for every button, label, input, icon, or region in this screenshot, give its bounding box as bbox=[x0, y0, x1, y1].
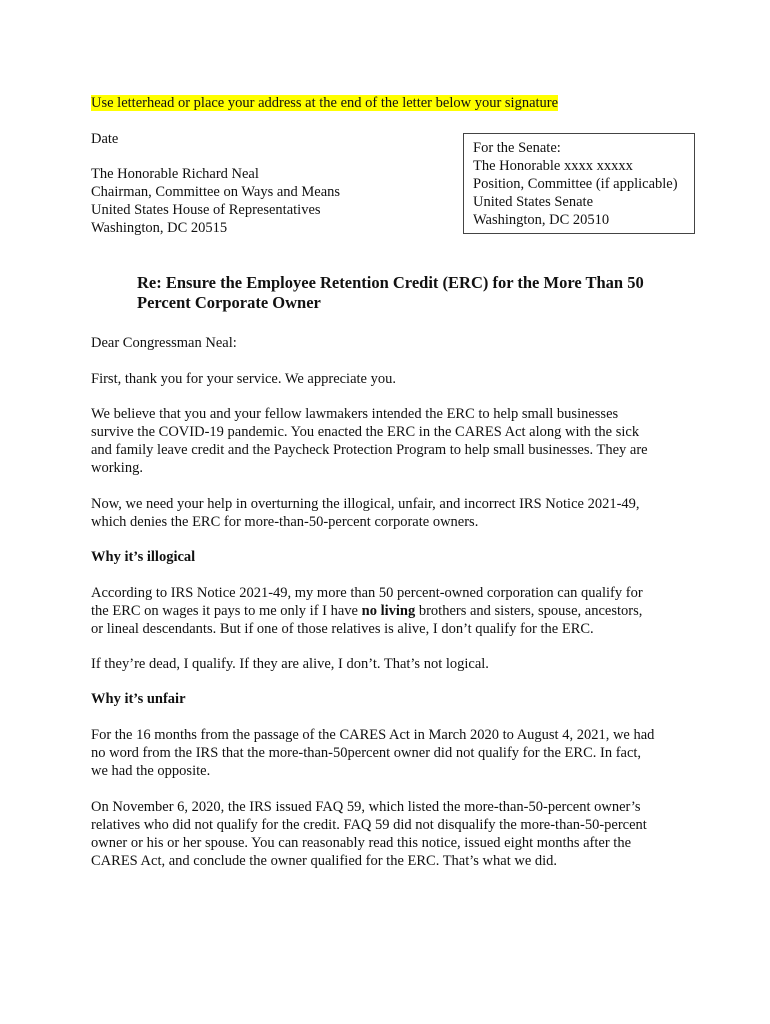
section-heading: Why it’s illogical bbox=[91, 549, 196, 565]
letterhead-instruction: Use letterhead or place your address at the end of the letter below your signature bbox=[91, 95, 559, 111]
address-line: The Honorable xxxx xxxxx bbox=[473, 158, 633, 174]
address-line: United States Senate bbox=[473, 194, 594, 210]
paragraph: On November 6, 2020, the IRS issued FAQ 59, which listed the more-than-50-percent owner’s relatives who did not qualify for the credit. FAQ 59 did not disqualify the more-than-50-percent owner or his or her spouse. You can reasonably read this notice, issued eight months after the CARES Act, and conclude the owner qualified for the ERC. That’s what we did. bbox=[91, 799, 647, 869]
paragraph: We believe that you and your fellow lawmakers intended the ERC to help small businesses survive the COVID-19 pandemic. You enacted the ERC in the CARES Act along with the sick and family leave credit and the Paycheck Protection Program to help small businesses. They are working. bbox=[91, 406, 648, 476]
address-line: The Honorable Richard Neal bbox=[91, 166, 259, 182]
paragraph: If they’re dead, I qualify. If they are alive, I don’t. That’s not logical. bbox=[91, 656, 489, 672]
house-address bbox=[91, 165, 340, 237]
date-placeholder: Date bbox=[91, 131, 119, 147]
paragraph: According to IRS Notice 2021-49, my more than 50 percent-owned corporation can qualify for the ERC on wages it pays to me only if I have no living brothers and sisters, spouse, ancestors, or lineal descendants. But if one of those relatives is alive, I don’t qualify for the ERC. bbox=[91, 585, 643, 637]
salutation: Dear Congressman Neal: bbox=[91, 335, 237, 351]
address-line: Washington, DC 20510 bbox=[473, 212, 610, 228]
address-line: For the Senate: bbox=[473, 140, 561, 156]
address-line: Washington, DC 20515 bbox=[91, 220, 228, 236]
senate-address-box bbox=[463, 133, 695, 234]
address-line: Position, Committee (if applicable) bbox=[473, 176, 678, 192]
paragraph: First, thank you for your service. We appreciate you. bbox=[91, 371, 396, 387]
address-line: United States House of Representatives bbox=[91, 202, 321, 218]
section-heading: Why it’s unfair bbox=[91, 691, 186, 707]
paragraph: Now, we need your help in overturning the illogical, unfair, and incorrect IRS Notice 2021-49, which denies the ERC for more-than-50-percent corporate owners. bbox=[91, 496, 640, 530]
paragraph: For the 16 months from the passage of the CARES Act in March 2020 to August 4, 2021, we had no word from the IRS that the more-than-50percent owner did not qualify for the ERC. In fact, we had the opposite. bbox=[91, 727, 655, 779]
subject-line: Re: Ensure the Employee Retention Credit (ERC) for the More Than 50 Percent Corporate Owner bbox=[137, 273, 644, 312]
emphasis: no living bbox=[361, 603, 416, 619]
address-line: Chairman, Committee on Ways and Means bbox=[91, 184, 341, 200]
